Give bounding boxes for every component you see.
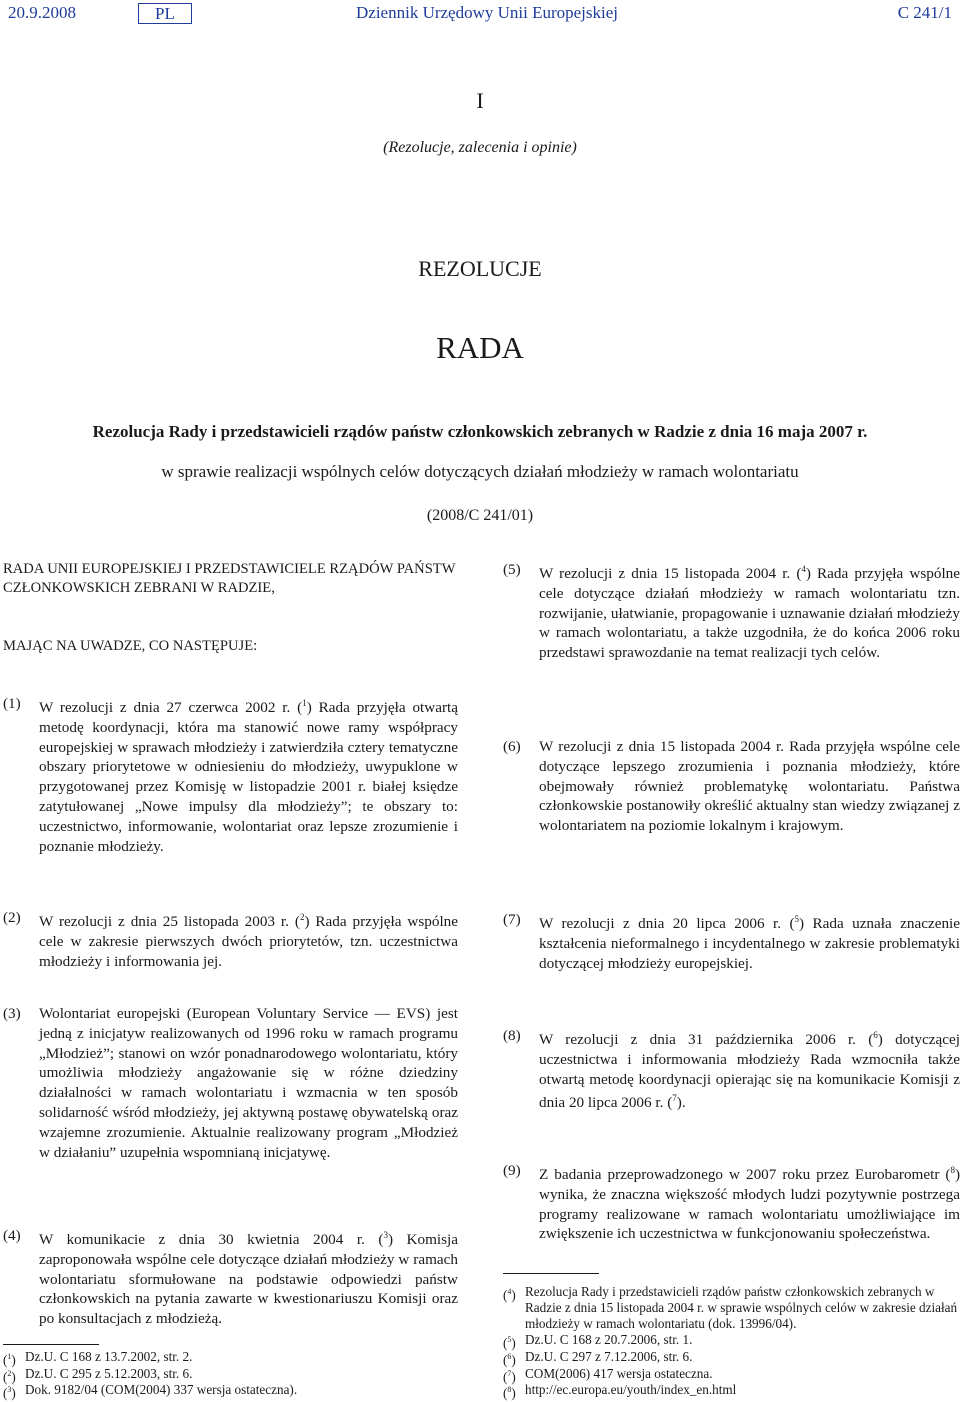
recital-item [3, 694, 458, 856]
document-title: Rezolucja Rady i przedstawicieli rządów państw członkowskich zebranych w Radzie z dnia 16 maja 2007 r. [92, 422, 868, 441]
footnote-number: ($^6$) [503, 1352, 516, 1368]
footnote-number: ($^2$) [3, 1369, 16, 1385]
recital-item [503, 737, 960, 836]
footnote-ref[interactable]: 7 [672, 1093, 677, 1104]
recital-item [503, 910, 960, 973]
footnote-number: ($^4$) [503, 1287, 516, 1303]
recital-number: (5) [503, 561, 521, 578]
recital-text: Z badania przeprowadzonego w 2007 roku przez Eurobarometr ($^8$) wynika, że znaczna większość młodych ludzi pozytywnie postrzega programy realizowane w ramach wolontariatu umożliwiające im zwiększenie ich uczestnictwa w funkcjonowaniu społeczeństwa. [539, 1165, 960, 1243]
footnote [3, 1349, 458, 1368]
recital-text: W rezolucji z dnia 27 czerwca 2002 r. ($^1$) Rada przyjęła otwartą metodę koordynacji, która ma stanowić nowe ramy współpracy europejskiej w sprawach młodzieży i zatwierdziła cztery tematyczne obszary priorytetowe w odniesieniu do młodzieży, uwypuklone w przygotowanej przez Komisję w listopadzie 2001 r. białej księdze zatytułowanej „Nowe impulsy dla młodzieży”; te obszary to: uczestnictwo, informowanie, wolontariat oraz lepsze zrozumienie i poznanie młodzieży. [39, 698, 458, 855]
footnote-ref[interactable]: 2 [299, 912, 305, 922]
footnote [503, 1349, 960, 1368]
recital-text: W rezolucji z dnia 25 listopada 2003 r. ($^2$) Rada przyjęła wspólne cele w zakresie pierwszych dwóch priorytetów, tzn. uczestnictwa młodzieży i informowania jej. [39, 912, 458, 970]
recital-item [3, 908, 458, 971]
recital-number: (2) [3, 909, 21, 926]
footnote-text[interactable]: http://ec.europa.eu/youth/index_en.html [525, 1382, 737, 1397]
page-header [8, 3, 952, 25]
footnote-number: ($^5$) [503, 1335, 516, 1351]
preamble-intro: RADA UNII EUROPEJSKIEJ I PRZEDSTAWICIELE RZĄDÓW PAŃSTW CZŁONKOWSKICH ZEBRANI W RADZIE, [3, 561, 456, 596]
recital-item [503, 560, 960, 663]
footnote-ref[interactable]: 4 [801, 564, 806, 574]
document-reference: (2008/C 241/01) [426, 507, 534, 524]
recital-number: (3) [3, 1005, 21, 1022]
footnote-number: ($^7$) [503, 1369, 516, 1385]
recital-number: (8) [503, 1027, 521, 1044]
footnote-text: Dz.U. C 297 z 7.12.2006, str. 6. [525, 1349, 693, 1364]
recital-text: W rezolucji z dnia 20 lipca 2006 r. ($^5$) Rada uznała znaczenie kształcenia nieformalnego i incydentalnego w zakresie problematyki dotyczącej młodzieży europejskiej. [539, 914, 960, 972]
footnote-ref[interactable]: 8 [950, 1165, 955, 1175]
journal-reference: C 241/1 [897, 3, 952, 22]
recital-item [3, 1226, 458, 1329]
part-number: I [476, 88, 484, 113]
recital-number: (7) [503, 911, 521, 928]
footnote-divider [3, 1344, 99, 1345]
recital-text: W rezolucji z dnia 15 listopada 2004 r. Rada przyjęła wspólne cele dotyczące lepszego zrozumienia i poznania młodzieży, które obejmowały również problematykę wolontariatu. Państwa członkowskie postanowiły określić aktualny stan wiedzy związanej z wolontariatem na poziomie lokalnym i krajowym. [539, 738, 960, 835]
recital-text: W komunikacie z dnia 30 kwietnia 2004 r. ($^3$) Komisja zaproponowała wspólne cele dotyczące działań młodzieży w ramach wolontariatu sformułowane na podstawie odpowiedzi państw członkowskich na pytania zawarte w kwestionariuszu Komisji oraz po konsultacjach z młodzieżą. [39, 1230, 458, 1328]
language-badge: PL [138, 3, 192, 24]
recital-number: (4) [3, 1227, 21, 1244]
footnote-ref[interactable]: 5 [794, 914, 800, 924]
document-subject: w sprawie realizacji wspólnych celów dotyczących działań młodzieży w ramach wolontariatu [161, 462, 799, 481]
preamble-whereas: MAJĄC NA UWADZE, CO NASTĘPUJE: [3, 638, 258, 654]
footnote-divider [503, 1273, 599, 1274]
footnote-text: COM(2006) 417 wersja ostateczna. [525, 1366, 713, 1381]
journal-title: Dziennik Urzędowy Unii Europejskiej [356, 3, 619, 22]
footnote [3, 1366, 458, 1385]
footnote [3, 1382, 458, 1401]
footnote-number: ($^1$) [3, 1352, 16, 1368]
recital-number: (9) [503, 1162, 521, 1179]
section-heading: REZOLUCJE [418, 256, 542, 281]
part-subtitle: (Rezolucje, zalecenia i opinie) [383, 139, 577, 156]
recital-item [503, 1026, 960, 1113]
recital-item [3, 1004, 458, 1162]
footnote-text: Dz.U. C 295 z 5.12.2003, str. 6. [25, 1366, 193, 1381]
footnote-ref[interactable]: 1 [302, 698, 307, 708]
publication-date: 20.9.2008 [8, 3, 76, 22]
footnote-text: Rezolucja Rady i przedstawicieli rządów państw członkowskich zebranych w Radzie z dnia 15 listopada 2004 r. w sprawie wspólnych celów w zakresie działań młodzieży w ramach wolontariatu (dok. 13996/04). [525, 1284, 958, 1331]
footnote [503, 1332, 960, 1351]
footnote-ref[interactable]: 3 [383, 1230, 388, 1240]
footnote-number: ($^8$) [503, 1385, 516, 1401]
footnote-text: Dz.U. C 168 z 20.7.2006, str. 1. [525, 1332, 693, 1347]
institution-heading: RADA [436, 330, 524, 365]
recital-text: Wolontariat europejski (European Voluntary Service — EVS) jest jedną z inicjatyw realizowanych od 1996 roku w ramach programu „Młodzież”; stanowi on wzór ponadnarodowego wolontariatu, który umożliwia młodzieży angażowanie się w różne dziedziny działalności w ramach wolontariatu i wzmacnia w ten sposób solidarność wśród młodzieży, jej aktywną postawę obywatelską oraz wzajemne zrozumienie. Aktualnie realizowany program „Młodzież w działaniu” uzupełnia wspomnianą inicjatywę. [39, 1005, 458, 1161]
footnote-text: Dok. 9182/04 (COM(2004) 337 wersja ostateczna). [25, 1382, 298, 1397]
recital-text: W rezolucji z dnia 15 listopada 2004 r. ($^4$) Rada przyjęła wspólne cele dotyczące działań młodzieży w ramach wolontariatu tzn. rozwijanie, ułatwianie, propagowanie i uznawanie działań młodzieży w ramach wolontariatu, a także uzgodniła, że do końca 2006 roku przedstawi sprawozdanie na temat realizacji tych celów. [539, 564, 960, 662]
footnote [503, 1284, 960, 1332]
recital-number: (6) [503, 738, 521, 755]
recital-number: (1) [3, 695, 21, 712]
recital-text: W rezolucji z dnia 31 października 2006 r. ($^6$) dotyczącej uczestnictwa i informowania młodzieży Rada wzmocniła także otwartą metodę koordynacji opierając się na komunikacie Komisji z dnia 20 lipca 2006 r. ($^7$). [539, 1030, 960, 1112]
footnote-ref[interactable]: 6 [873, 1030, 878, 1040]
footnote-number: ($^3$) [3, 1385, 16, 1401]
recital-item [503, 1161, 960, 1244]
footnote-text: Dz.U. C 168 z 13.7.2002, str. 2. [25, 1349, 193, 1364]
footnote [503, 1382, 960, 1401]
footnote [503, 1366, 960, 1385]
